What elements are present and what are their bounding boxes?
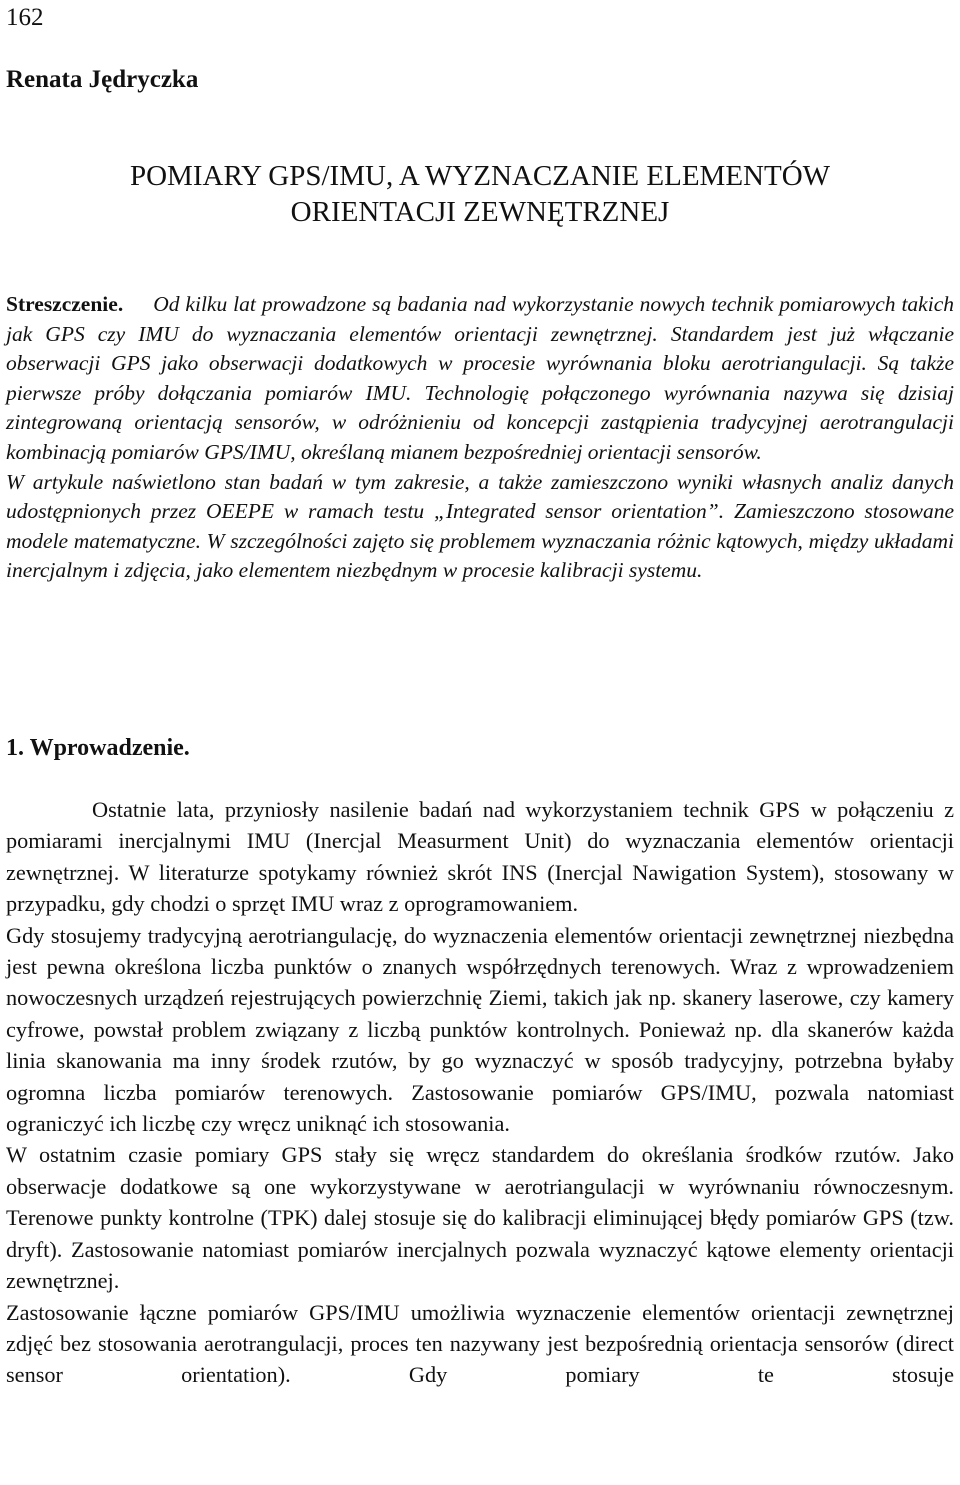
section-heading: 1. Wprowadzenie.	[6, 735, 190, 761]
body-paragraph: Ostatnie lata, przyniosły nasilenie badań nad wykorzystaniem technik GPS w połączeniu z pomiarami inercjalnymi IMU (Inercjal Measurment Unit) do wyznaczania elementów orientacji zewnętrznej. W literaturze spotykamy również skrót INS (Inercjal Nawigation System), stosowany w przypadku, gdy chodzi o sprzęt IMU wraz z oprogramowaniem.	[6, 797, 954, 917]
abstract-text-1: Od kilku lat prowadzone są badania nad wykorzystanie nowych technik pomiarowych takich jak GPS czy IMU do wyznaczania elementów orientacji zewnętrznej. Standardem jest już włączanie obserwacji GPS jako obserwacji dodatkowych w procesie wyrównania bloku aerotriangulacji. Są także pierwsze próby dołączania pomiarów IMU. Technologię połączonego wyrównania nazywa się dzisiaj zintegrowaną orientacją sensorów, w odróżnieniu od koncepcji zastąpienia tradycyjnej aerotrangulacji kombinacją pomiarów GPS/IMU, określaną mianem bezpośredniej orientacji sensorów.	[6, 292, 954, 464]
author-name: Renata Jędryczka	[6, 66, 199, 93]
page-number: 162	[6, 4, 44, 31]
abstract	[6, 290, 954, 586]
abstract-paragraph-2: W artykule naświetlono stan badań w tym zakresie, a także zamieszczono wyniki własnych analiz danych udostępnionych przez OEEPE w ramach testu „Integrated sensor orientation”. Zamieszczono stosowane modele matematyczne. W szczególności zajęto się problemem wyznaczania różnic kątowych, między układami inercjalnym i zdjęcia, jako elementem niezbędnym w procesie kalibracji systemu.	[6, 469, 954, 583]
article-title-line-1: POMIARY GPS/IMU, A WYZNACZANIE ELEMENTÓW	[129, 160, 831, 192]
body-paragraph: Zastosowanie łączne pomiarów GPS/IMU umożliwia wyznaczenie elementów orientacji zewnętrznej zdjęć bez stosowania aerotrangulacji, proces ten nazywany jest bezpośrednią orientacja sensorów (direct sensor orientation). Gdy pomiary te stosuje	[6, 1299, 954, 1388]
abstract-label: Streszczenie.	[6, 292, 124, 316]
article-title-line-2: ORIENTACJI ZEWNĘTRZNEJ	[290, 196, 670, 228]
abstract-paragraph-1	[6, 290, 954, 468]
article-title	[0, 158, 960, 230]
body-paragraph: Gdy stosujemy tradycyjną aerotriangulację, do wyznaczenia elementów orientacji zewnętrznej niezbędna jest pewna określona liczba punktów o znanych współrzędnych terenowych. Wraz z wprowadzeniem nowoczesnych urządzeń rejestrujących powierzchnię Ziemi, takich jak np. skanery laserowe, czy kamery cyfrowe, powstał problem związany z liczbą punktów kontrolnych. Ponieważ np. dla skanerów każda linia skanowania ma inny środek rzutów, by go wyznaczyć w sposób tradycyjny, potrzebna byłaby ogromna liczba pomiarów terenowych. Zastosowanie pomiarów GPS/IMU, pozwala natomiast ograniczyć ich liczbę czy wręcz uniknąć ich stosowania.	[6, 922, 954, 1137]
section-body	[6, 794, 954, 1391]
body-paragraph: W ostatnim czasie pomiary GPS stały się wręcz standardem do określania środków rzutów. Jako obserwacje dodatkowe są one wykorzystywane w aerotriangulacji w wyrównaniu równoczesnym. Terenowe punkty kontrolne (TPK) dalej stosuje się do kalibracji eliminującej błędy pomiarów GPS (tzw. dryft). Zastosowanie natomiast pomiarów inercjalnych pozwala wyznaczyć kątowe elementy orientacji zewnętrznej.	[6, 1142, 954, 1294]
